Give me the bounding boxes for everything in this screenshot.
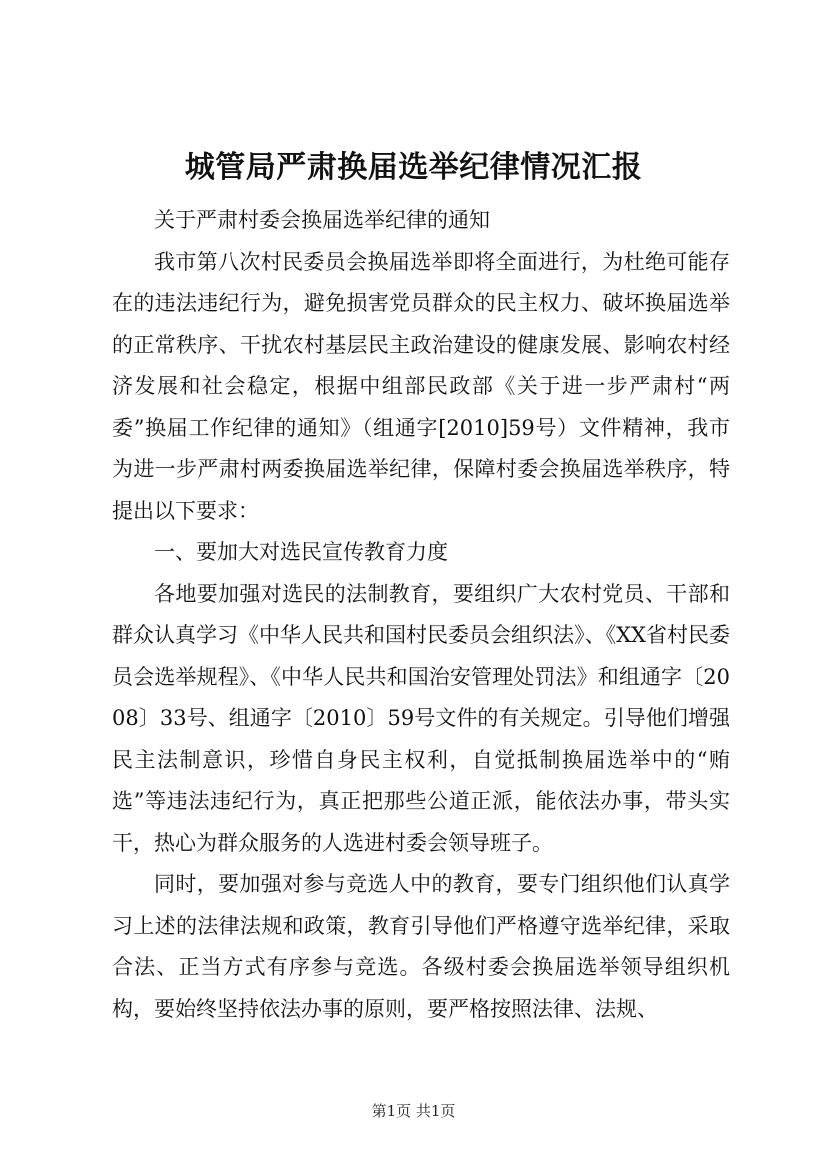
section-1-paragraph-1: 各地要加强对选民的法制教育，要组织广大农村党员、干部和群众认真学习《中华人民共和国村民委员会组织法》、《XX省村民委员会选举规程》、《中华人民共和国治安管理处罚法》和组通字〔2008〕33号、组通字〔2010〕59号文件的有关规定。引导他们增强民主法制意识，珍惜自身民主权利，自觉抵制换届选举中的“贿选”等违法违纪行为，真正把那些公道正派，能依法办事，带头实干，热心为群众服务的人选进村委会领导班子。: [112, 581, 730, 855]
notice-heading: 关于严肃村委会换届选举纪律的通知: [154, 208, 490, 232]
document-title: 城管局严肃换届选举纪律情况汇报: [184, 150, 643, 185]
document-body: [112, 200, 730, 1030]
section-heading-1: 一、要加大对选民宣传教育力度: [154, 540, 448, 564]
section-1-paragraph-2: 同时，要加强对参与竞选人中的教育，要专门组织他们认真学习上述的法律法规和政策，教育引导他们严格遵守选举纪律，采取合法、正当方式有序参与竞选。各级村委会换届选举领导组织机构，要始终坚持依法办事的原则，要严格按照法律、法规、: [112, 872, 730, 1021]
page-number-footer: 第1页 共1页: [371, 1102, 456, 1120]
intro-paragraph: 我市第八次村民委员会换届选举即将全面进行，为杜绝可能存在的违法违纪行为，避免损害党员群众的民主权力、破坏换届选举的正常秩序、干扰农村基层民主政治建设的健康发展、影响农村经济发展和社会稳定，根据中组部民政部《关于进一步严肃村“两委”换届工作纪律的通知》（组通字[2010]59号）文件精神，我市为进一步严肃村两委换届选举纪律，保障村委会换届选举秩序，特提出以下要求：: [112, 249, 730, 523]
